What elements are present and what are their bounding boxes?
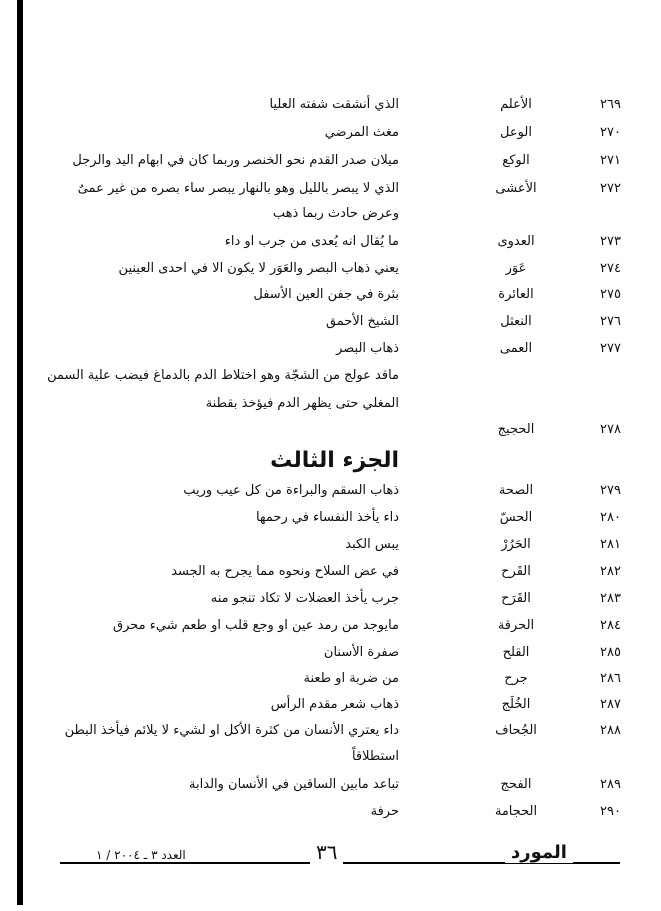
list-item: [0, 121, 661, 145]
entry-definition: تباعد مابين الساقين في الأنسان والدابة: [189, 777, 399, 792]
list-item-continuation: [0, 745, 661, 769]
entry-definition: ماقد عولج من الشجّة وهو اختلاط الدم بالدماغ فيضب علية السمن: [47, 368, 399, 383]
entry-number: ٢٧٢: [600, 181, 621, 196]
entry-term: الصحة: [498, 483, 534, 498]
entry-number: ٢٧٠: [600, 125, 621, 140]
entry-definition: مايوجد من رمد عين او وجع قلب او طعم شيء محرق: [113, 618, 399, 633]
entry-definition: جرب يأخذ العضلات لا تكاد تنجو منه: [210, 591, 399, 606]
entry-number: ٢٧٨: [600, 422, 621, 437]
entry-number: ٢٨٢: [600, 564, 621, 579]
entry-term: الحرقة: [497, 618, 535, 633]
entry-term: عَوَر: [505, 261, 527, 276]
entry-definition-continuation: المغلي حتى يظهر الدم فيؤخذ بقطنة: [205, 396, 399, 411]
entry-number: ٢٧٩: [600, 483, 621, 498]
list-item: [0, 693, 661, 717]
entry-number: ٢٨٧: [600, 697, 621, 712]
entry-number: ٢٧٥: [600, 287, 621, 302]
entry-definition: بثرة في جفن العين الأسفل: [253, 287, 399, 302]
entry-term: الوعل: [500, 125, 532, 140]
list-item: [0, 310, 661, 334]
list-item: [0, 560, 661, 584]
entry-term: جرح: [504, 671, 528, 686]
list-item: [0, 364, 661, 388]
entry-number: ٢٧٧: [600, 341, 621, 356]
entry-definition: في عض السلاح ونحوه مما يجرح به الجسد: [171, 564, 399, 579]
entry-number: ٢٨٩: [600, 777, 621, 792]
entry-definition: صفرة الأسنان: [323, 645, 399, 660]
list-item: [0, 587, 661, 611]
journal-logo: المورد: [505, 842, 573, 863]
entry-definition-continuation: وعرض حادث ربما ذهب: [272, 206, 399, 221]
list-item: [0, 418, 661, 442]
page-footer: [60, 840, 620, 878]
entry-number: ٢٩٠: [600, 804, 621, 819]
entry-number: ٢٦٩: [600, 97, 621, 112]
entry-number: ٢٨٣: [600, 591, 621, 606]
list-item-continuation: [0, 202, 661, 226]
list-item: [0, 614, 661, 638]
entry-definition: مغث المرضي: [324, 125, 399, 140]
list-item: [0, 667, 661, 691]
entry-number: ٢٨٦: [600, 671, 621, 686]
entry-number: ٢٧٣: [600, 234, 621, 249]
entry-definition: الذي أنشقت شفته العليا: [269, 97, 399, 112]
entry-number: ٢٨١: [600, 537, 621, 552]
entry-term: القلح: [502, 645, 530, 660]
entry-definition: يبس الكبد: [345, 537, 399, 552]
list-item: [0, 773, 661, 797]
entry-term: الحسّ: [499, 510, 533, 525]
entry-number: ٢٧٦: [600, 314, 621, 329]
entry-term: العدوى: [497, 234, 535, 249]
entry-term: الخُلَج: [501, 697, 531, 712]
list-item: [0, 283, 661, 307]
page-number: ٣٦: [310, 840, 343, 864]
list-item: [0, 257, 661, 281]
entry-definition: داء يأخذ النفساء في رحمها: [255, 510, 399, 525]
entry-number: ٢٨٤: [600, 618, 621, 633]
entry-term: العمى: [499, 341, 533, 356]
list-item: [0, 177, 661, 201]
entry-definition: ما يُقال انه يُعدى من جرب او داء: [224, 234, 399, 249]
entry-term: القَرَح: [501, 591, 531, 606]
entry-definition: من ضربة او طعنة: [303, 671, 399, 686]
entry-definition: يعني ذهاب البصر والعَوَر لا يكون الا في احدى العينين: [118, 261, 399, 276]
entry-number: ٢٧٤: [600, 261, 621, 276]
entry-term: الأعشى: [495, 181, 537, 196]
entry-term: القَرح: [501, 564, 531, 579]
entry-term: الجُحاف: [495, 723, 537, 738]
list-item: [0, 800, 661, 824]
entry-term: الأعلم: [500, 97, 532, 112]
list-item: [0, 230, 661, 254]
list-item: [0, 641, 661, 665]
entry-number: ٢٧١: [600, 153, 621, 168]
entry-definition: الذي لا يبصر بالليل وهو بالنهار يبصر ساء بصره من غير عمىٌ: [77, 181, 399, 196]
list-item: [0, 719, 661, 743]
list-item: [0, 93, 661, 117]
entry-number: ٢٨٥: [600, 645, 621, 660]
entry-term: النعثل: [500, 314, 532, 329]
issue-label: العدد ٣ ـ ٢٠٠٤ / ١: [90, 848, 192, 862]
entry-term: العائرة: [498, 287, 534, 302]
entry-number: ٢٨٠: [600, 510, 621, 525]
list-item-continuation: [0, 392, 661, 416]
list-item: [0, 337, 661, 361]
entry-term: الحَرُرْ: [501, 537, 531, 552]
list-item: [0, 533, 661, 557]
list-item: [0, 479, 661, 503]
entry-term: الوكع: [502, 153, 530, 168]
list-item: [0, 506, 661, 530]
list-item: [0, 149, 661, 173]
entry-definition: داء يعتري الأنسان من كثرة الأكل او لشيء لا يلائم فيأخذ البطن: [64, 723, 399, 738]
entry-term: الفحج: [500, 777, 532, 792]
section-heading: الجزء الثالث: [270, 448, 399, 473]
entry-definition: حرفة: [370, 804, 399, 819]
entry-term: الحجيج: [497, 422, 535, 437]
entry-definition: ذهاب البصر: [336, 341, 399, 356]
entry-definition: الشيخ الأحمق: [325, 314, 399, 329]
entry-number: ٢٨٨: [600, 723, 621, 738]
entry-definition-continuation: استطلاقاً: [351, 749, 399, 764]
entry-definition: ميلان صدر القدم نحو الخنصر وربما كان في ابهام اليد والرجل: [72, 153, 399, 168]
entry-definition: ذهاب السقم والبراءة من كل عيب وريب: [183, 483, 399, 498]
entry-term: الحجامة: [494, 804, 538, 819]
entry-definition: ذهاب شعر مقدم الرأس: [270, 697, 399, 712]
